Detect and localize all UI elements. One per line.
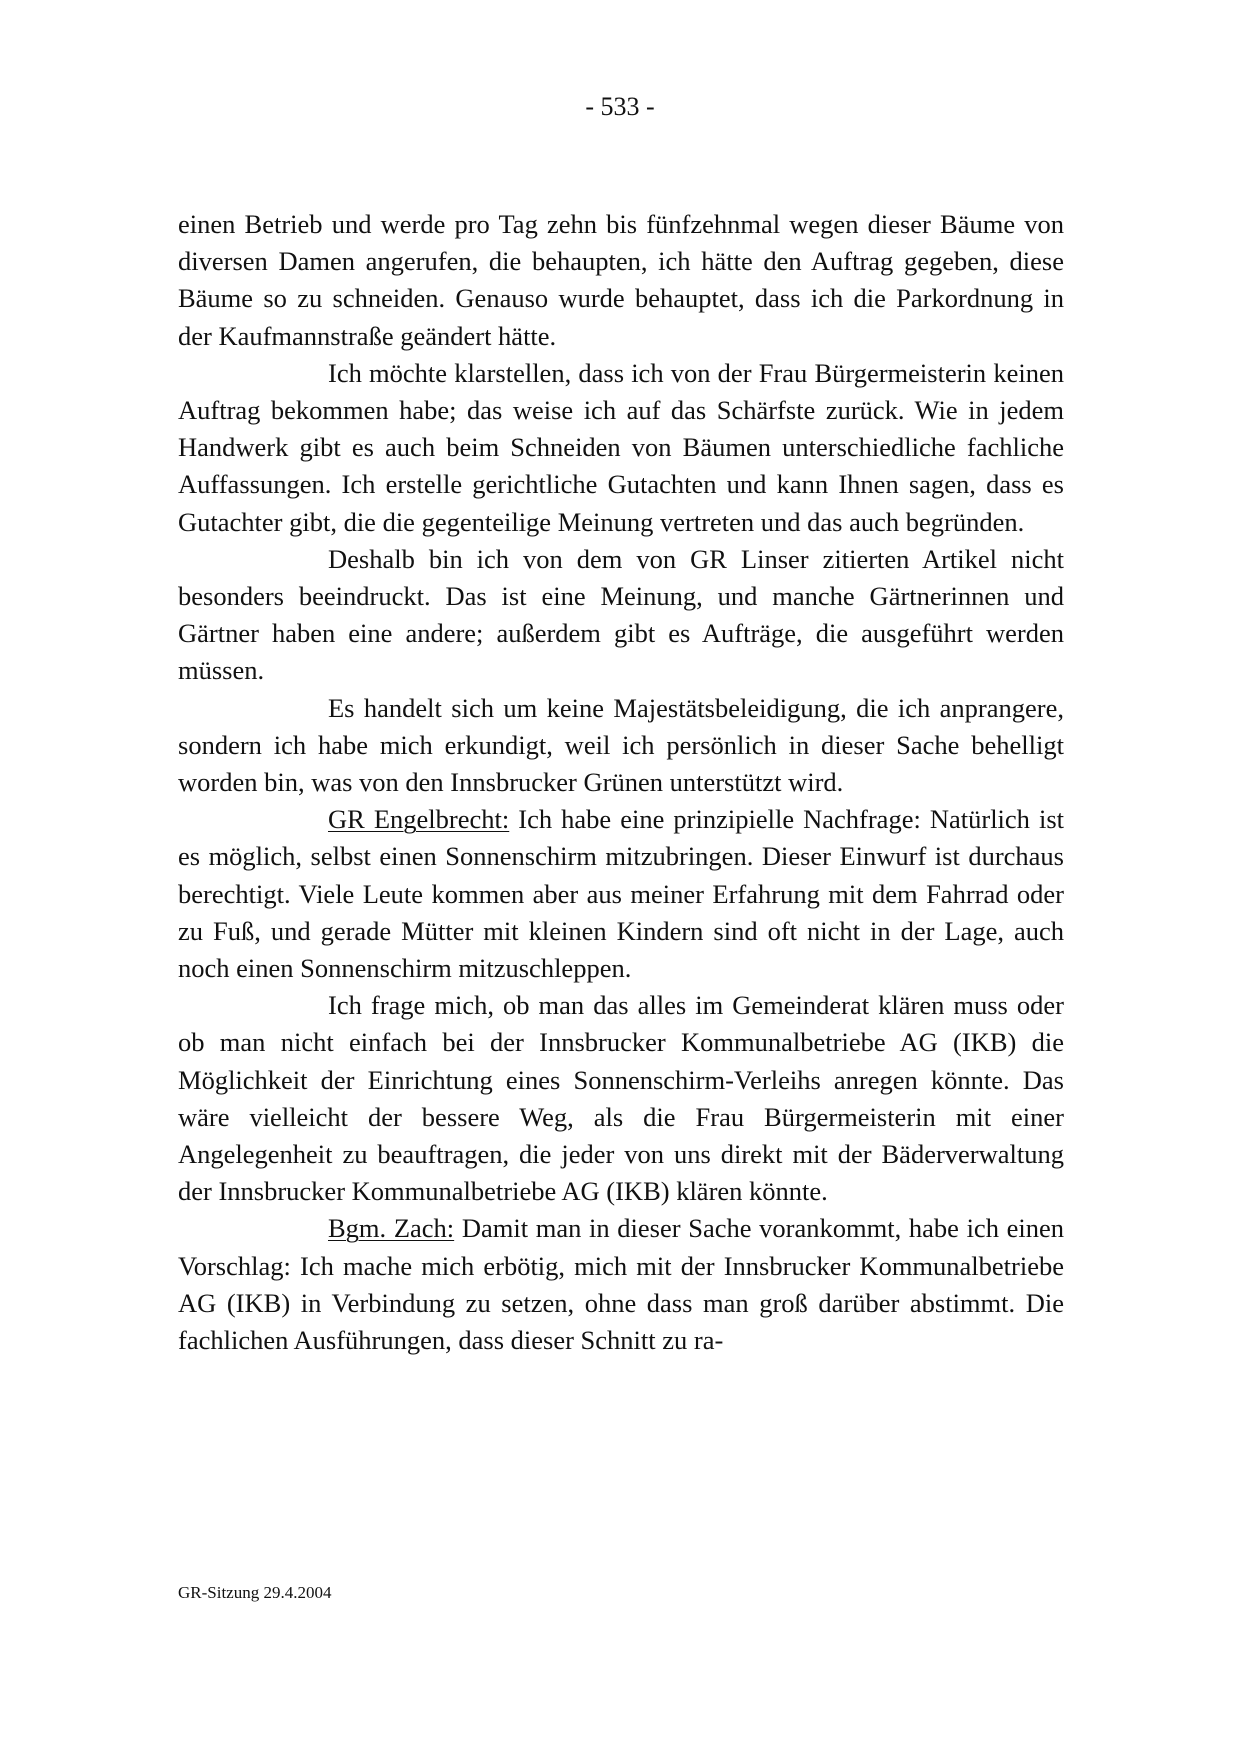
paragraph-4 — [178, 690, 1064, 802]
paragraph-3 — [178, 541, 1064, 690]
paragraph-text: Ich möchte klarstellen, dass ich von der Frau Bürgermeisterin keinen Auftrag bekommen habe; das weise ich auf das Schärfste zurück. Wie in jedem Handwerk gibt es auch beim Schneiden von Bäumen unterschiedliche fachliche Auffassungen. Ich erstelle gerichtliche Gutachten und kann Ihnen sagen, dass es Gutachter gibt, die die gegenteilige Meinung vertreten und das auch begründen. — [178, 357, 1064, 537]
page-number: - 533 - — [585, 92, 655, 121]
paragraph-text: einen Betrieb und werde pro Tag zehn bis fünfzehnmal wegen dieser Bäume von diversen Damen angerufen, die behaupten, ich hätte den Auftrag gegeben, diese Bäume so zu schneiden. Genauso wurde behauptet, dass ich die Parkordnung in der Kaufmannstraße geändert hätte. — [178, 209, 1064, 351]
paragraph-text: Ich frage mich, ob man das alles im Gemeinderat klären muss oder ob man nicht einfach bei der Innsbrucker Kommunalbetriebe AG (IKB) die Möglichkeit der Einrichtung eines Sonnenschirm-Verleihs anregen könnte. Das wäre vielleicht der bessere Weg, als die Frau Bürgermeisterin mit einer Angelegenheit zu beauftragen, die jeder von uns direkt mit der Bäderverwaltung der Innsbrucker Kommunalbetriebe AG (IKB) klären könnte. — [178, 990, 1064, 1207]
speaker-label: GR Engelbrecht: — [328, 804, 510, 835]
paragraph-7 — [178, 1210, 1064, 1359]
paragraph-1 — [178, 206, 1064, 355]
paragraph-2 — [178, 355, 1064, 541]
document-body — [178, 206, 1064, 1359]
paragraph-5 — [178, 801, 1064, 987]
paragraph-text: Ich habe eine prinzipielle Nachfrage: Natürlich ist es möglich, selbst einen Sonnenschirm mitzubringen. Dieser Einwurf ist durchaus berechtigt. Viele Leute kommen aber aus meiner Erfahrung mit dem Fahrrad oder zu Fuß, und gerade Mütter mit kleinen Kindern sind oft nicht in der Lage, auch noch einen Sonnenschirm mitzuschleppen. — [178, 804, 1065, 984]
paragraph-text: Deshalb bin ich von dem von GR Linser zitierten Artikel nicht besonders beeindruckt. Das ist eine Meinung, und manche Gärtnerinnen und Gärtner haben eine andere; außerdem gibt es Aufträge, die ausgeführt werden müssen. — [178, 543, 1064, 686]
paragraph-text: Damit man in dieser Sache vorankommt, habe ich einen Vorschlag: Ich mache mich erbötig, mich mit der Innsbrucker Kommunalbetriebe AG (IKB) in Verbindung zu setzen, ohne dass man groß darüber abstimmt. Die fachlichen Ausführungen, dass dieser Schnitt zu ra- — [178, 1213, 1064, 1356]
paragraph-6 — [178, 987, 1064, 1210]
paragraph-text: Es handelt sich um keine Majestätsbeleidigung, die ich anprangere, sondern ich habe mich erkundigt, weil ich persönlich in dieser Sache behelligt worden bin, was von den Innsbrucker Grünen unterstützt wird. — [178, 692, 1064, 798]
session-footer: GR-Sitzung 29.4.2004 — [178, 1583, 332, 1602]
speaker-label: Bgm. Zach: — [328, 1213, 455, 1244]
